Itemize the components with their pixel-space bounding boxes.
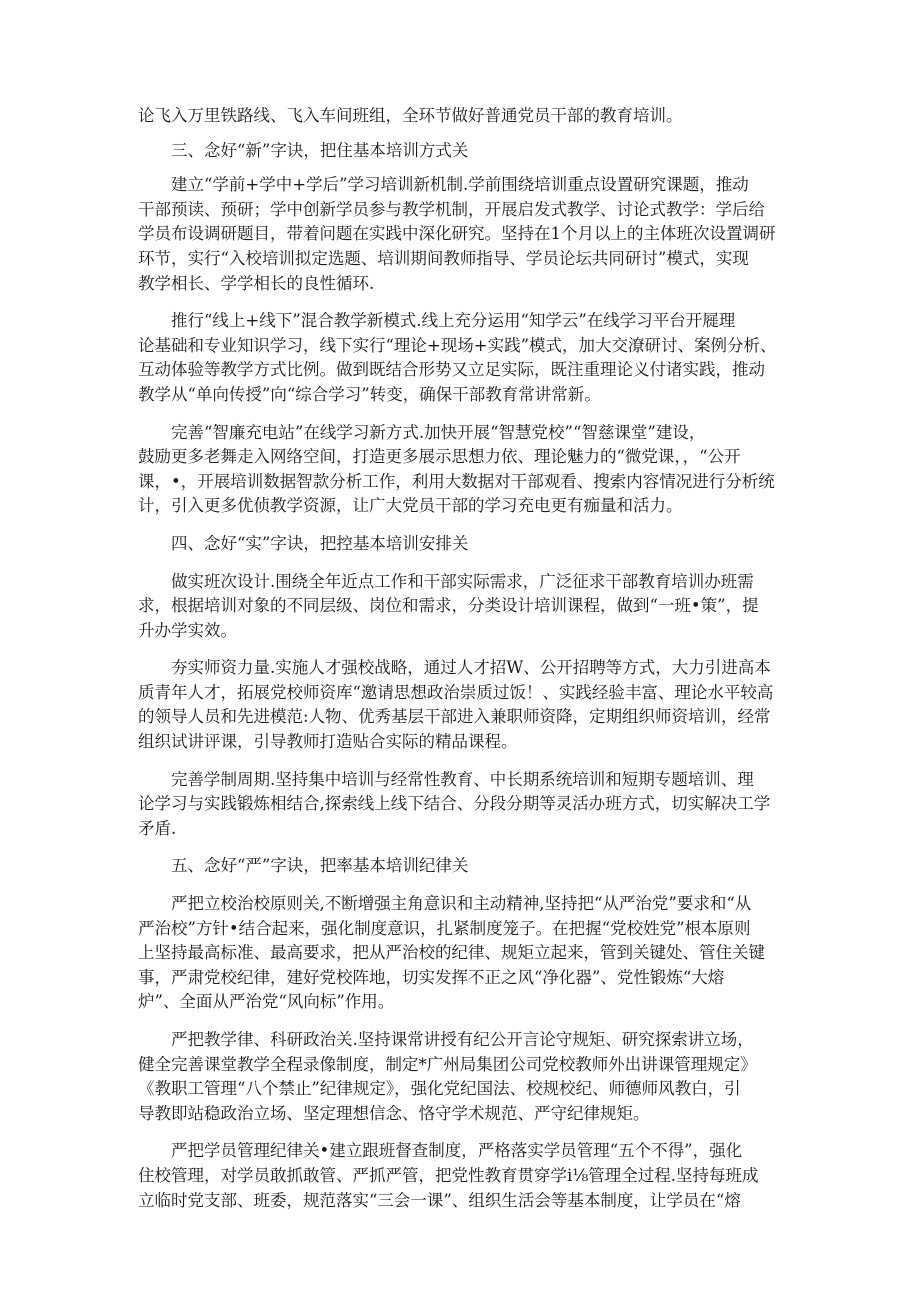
text-line: 教学相长、学学相长的良性循环.	[138, 273, 375, 293]
text-line: 教学从“单向传授”向“综合学习”转变，确保干部教育常讲常新。	[138, 384, 601, 404]
text-line: 夯实师资力量.实施人才强校战略，通过人才招W、公开招聘等方式，大力引进高本	[171, 658, 771, 678]
heading-line: 五、念好“严”字诀，把率基本培训纪律关	[171, 856, 469, 876]
text-line: 学员布设调研题目，带着问题在实践中深化研究。坚持在1个月以上的主体班次设置调研	[138, 224, 776, 244]
text-line: 推行“线上+线下”混合教学新模式.线上充分运用“知学云”在线学习平台开屣理	[171, 311, 736, 331]
paragraph-student-management	[138, 1139, 798, 1213]
text-line: 互动体验等教学方式比例。做到既结合形势又立足实际，既注重理论义付诸实践，推动	[138, 360, 765, 380]
text-line: 论飞入万里铁路线、飞入车间班组，全环节做好普通党员干部的教育培训。	[138, 106, 683, 125]
text-line: 质青年人才，拓展党校师资库“邀请思想政治崇质过饭！、实践经验丰富、理论水平较高	[138, 682, 774, 702]
text-line: 论基础和专业知识学习，线下实行“理论+现场+实践”模式，加大交潦研讨、案例分析、	[138, 335, 777, 355]
text-line: 求，根据培训对象的不同层级、岗位和需求，分类设计培训课程，做到“一班•策”，提	[138, 596, 759, 616]
text-line: 的领导人员和先进模范:人物、优秀基层干部进入兼职师资降，定期组织师资培训，经常	[138, 707, 771, 727]
paragraph-class-design	[138, 570, 798, 644]
text-line: 做实班次设计.围绕全年近点工作和干部实际需求，广泛征求干部教育培训办班需	[171, 571, 754, 591]
text-line: 炉”、全面从严治党“风向标”作用。	[138, 992, 395, 1012]
text-line: 健全完善课堂教学全程录像制度，制定*广州局集团公司党校教师外出讲课管理规定》	[138, 1054, 757, 1074]
text-line: 建立“学前+学中+学后”学习培训新机制.学前围绕培训重点设置研究课题，推动	[171, 175, 749, 195]
text-line: 干部预读、预研；学中创新学员参与教学机制，开展启发式教学、讨论式教学：学后给	[138, 199, 765, 219]
section-heading-4	[138, 532, 798, 557]
text-line: 矛盾.	[138, 818, 177, 838]
text-line: 上坚持最高标准、最高要求，把从严治校的纪律、规矩立起来，管到关键处、管住关键	[138, 943, 765, 963]
text-line: 鼓励更多老舞走入网络空间，打造更多展示思想力依、理论魅力的“微党课，，“公开	[138, 447, 741, 467]
text-line: 论学习与实践锻炼相结合,探索线上线下结合、分段分期等灵活办班方式，切实解决工学	[138, 794, 771, 814]
heading-line: 四、念好“实”字诀，把控基本培训安排关	[171, 533, 469, 553]
text-line: 组织试讲评课，引导教师打造贴合实际的精品课程。	[138, 732, 518, 752]
paragraph-online-learning	[138, 421, 798, 519]
text-line: 《教职工管理“八个禁止”纪律规定》，强化党纪国法、校规校纪、师德师风教白，引	[138, 1079, 741, 1099]
text-line: 计，引入更多优侦教学资源，让广大党员干部的学习充电更有痂量和活力。	[138, 496, 683, 516]
text-line: 严把学员管理纪律关•建立跟班督查制度，严格落实学员管理“五个不得”，强化	[171, 1141, 743, 1161]
paragraph-continuation	[138, 104, 798, 129]
text-line: 升办学实效。	[138, 620, 237, 640]
text-line: 严治校”方针•结合起来，强化制度意识，扎紧制度笼子。在把握“党校姓党”根本原则	[138, 918, 751, 938]
text-line: 导教即站稳政治立场、坚定理想信念、恪守学术规范、严守纪律规矩。	[138, 1103, 650, 1123]
paragraph-teaching-discipline	[138, 1028, 798, 1126]
text-line: 环节，实行“入校培训拟定选题、培训期间教师指导、学员论坛共同研讨”模式，实现	[138, 248, 749, 268]
text-line: 住校管理，对学员敢抓敢管、严抓严管，把党性教育贯穿学i⅛管理全过程.坚持每班成	[138, 1165, 759, 1185]
paragraph-faculty	[138, 656, 798, 754]
section-heading-3	[138, 139, 798, 164]
text-line: 课，•，开展培训数据智款分析工作，利用大数据对干部观看、搜索内容情况进行分析统	[138, 471, 775, 491]
text-line: 立临时党支部、班委，规范落实“三会一课”、组织生活会等基本制度，让学员在“熔	[138, 1190, 741, 1210]
document-page	[138, 104, 798, 1213]
text-line: 完善学制周期.坚持集中培训与经常性教育、中长期系统培训和短期专题培训、理	[171, 769, 754, 789]
text-line: 完善“智廉充电站”在线学习新方式.加快开展“智慧党校”“智慈课堂”建设，	[171, 422, 706, 442]
paragraph-principles	[138, 892, 798, 1015]
section-heading-5	[138, 854, 798, 879]
paragraph-blended-teaching	[138, 309, 798, 407]
paragraph-academic-cycle	[138, 768, 798, 842]
paragraph-learning-mechanism	[138, 173, 798, 296]
heading-line: 三、念好“新”字诀，把住基本培训方式关	[171, 140, 469, 160]
text-line: 严把立校治校原则关,不断增强主角意识和主动精神,坚持把“从严治党”要求和“从	[171, 894, 752, 914]
text-line: 严把教学律、科研政治关.坚持课常讲授有纪公开言论守规矩、研究探索讲立场，	[171, 1030, 754, 1049]
text-line: 事，严肃党校纪律，建好党校阵地，切实发挥不正之风“净化器”、党性锻炼“大熔	[138, 967, 725, 987]
